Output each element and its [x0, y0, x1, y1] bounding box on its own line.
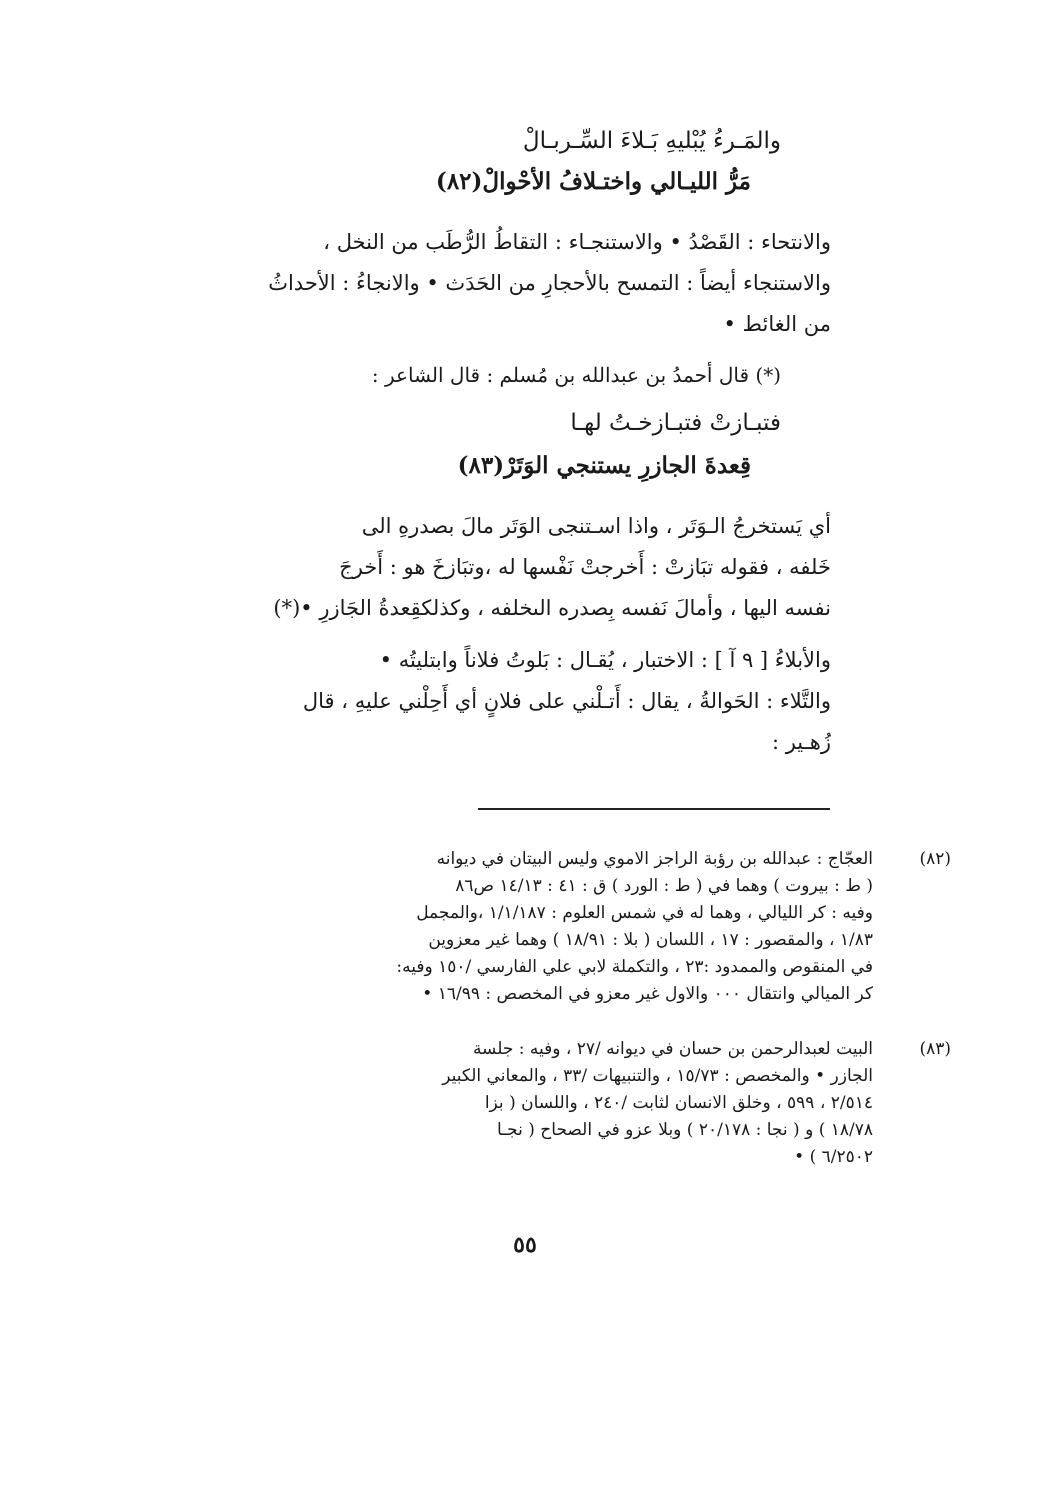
text-line: زُهـير : [771, 730, 831, 754]
text-line: أي يَستخرجُ الـوَتَر ، واذا اسـتنجى الوَتَر مالَ بصدرهِ الى [361, 514, 831, 538]
footnote-divider [478, 808, 830, 810]
footnote-line: كر الميالي وانتقال ٠٠٠ والاول غير معزو في المخصص : ١٦/٩٩ • [422, 984, 873, 1004]
text-line: والانتحاء : القَصْدُ • والاستنجـاء : التقاطُ الرُّطَب من النخل ، [323, 230, 831, 254]
paragraph [216, 222, 831, 345]
footnote-line: ٢/٥١٤ ، ٥٩٩ ، وخلق الانسان لثابت /٢٤٠ ، واللسان ( بزا [484, 1093, 873, 1113]
footnote-line: ٦/٢٥٠٢ ) • [794, 1147, 873, 1167]
footnote [213, 1036, 951, 1171]
text-line: خَلفه ، فقوله تبَازتْ : أَخرجتْ نَفْسها له ،وتبَازخَ هو : أَخرجَ [339, 555, 831, 579]
footnote [213, 846, 951, 1008]
verse-line: مَرُّ الليـالي واختـلافُ الأحْوالْ(٨٢) [435, 168, 751, 195]
footnote-line: الجازر • والمخصص : ١٥/٧٣ ، والتنبيهات /٣٣ ، والمعاني الكبير [442, 1066, 873, 1086]
footnote-number: (٨٢) [919, 849, 951, 869]
footnote-line: ١٨/٧٨ ) و ( نجا : ٢٠/١٧٨ ) وبلا عزو في الصحاح ( نجـا [496, 1120, 873, 1140]
verse-line: قِعدةَ الجازرِ يستنجي الوَتَرْ(٨٣) [457, 452, 751, 479]
text-line: والاستنجاء أيضاً : التمسح بالأحجارِ من الحَدَث • والانجاءُ : الأحداثُ [268, 271, 831, 295]
verse-line: والمَـرءُ يُبْليهِ بَـلاءَ السِّـربـالْ [522, 128, 781, 154]
text-line: من الغائط • [723, 312, 831, 336]
text-line: (*) قال أحمدُ بن عبدالله بن مُسلم : قال الشاعر : [371, 363, 781, 387]
text-line: والأبلاءُ [ ٩ آ ] : الاختبار ، يُقـال : بَلوتُ فلاناً وابتليتُه • [379, 648, 831, 672]
page-number: ٥٥ [513, 1232, 537, 1258]
footnote-line: وفيه : كر الليالي ، وهما له في شمس العلوم : ١/١/١٨٧ ،والمجمل [416, 903, 873, 923]
text-line: نفسه اليها ، وأمالَ نَفسه بِصدره الىخلفه ، وكذلكقِعدةُ الجَازرِ •(*) [273, 596, 831, 620]
footnote-line: ١/٨٣ ، والمقصور : ١٧ ، اللسان ( بلا : ١٨/٩١ ) وهما غير معزوين [428, 930, 873, 950]
quote-intro [221, 355, 781, 396]
footnote-line: البيت لعبدالرحمن بن حسان في ديوانه /٢٧ ، وفيه : جلسة [472, 1039, 873, 1059]
paragraph [216, 506, 831, 629]
footnote-line: العجّاج : عبدالله بن رؤبة الراجز الاموي وليس البيتان في ديوانه [436, 849, 873, 869]
footnote-number: (٨٣) [919, 1039, 951, 1059]
footnote-line: ( ط : بيروت ) وهما في ( ط : الورد ) ق : ٤١ : ١٤/١٣ ص٨٦ [455, 876, 873, 896]
footnote-line: في المنقوص والممدود :٢٣ ، والتكملة لابي علي الفارسي /١٥٠ وفيه: [396, 957, 873, 977]
paragraph [216, 640, 831, 763]
text-line: والتَّلاء : الحَوالةُ ، يقال : أَتـلْني على فلانٍ أي أَحِلْني عليهِ ، قال [302, 689, 831, 713]
verse-line: فتبـازتْ فتبـازخـتُ لهـا [570, 410, 781, 436]
